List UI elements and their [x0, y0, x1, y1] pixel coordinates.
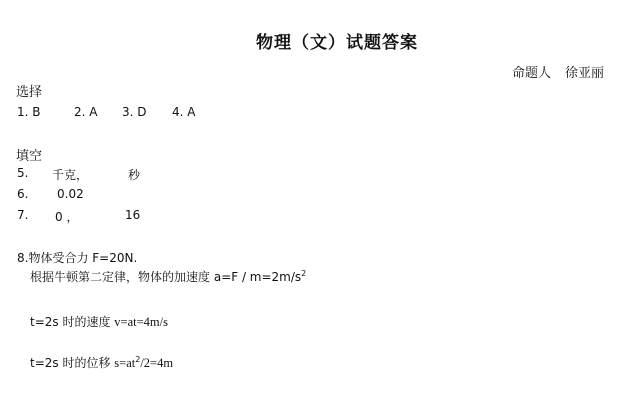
- q8-acceleration-text: 根据牛顿第二定律，物体的加速度 a=F / m=2m/s: [30, 270, 302, 284]
- q8-displacement-label: t=2s 时的位移: [30, 356, 115, 370]
- q7-answer-a: 0 ，: [55, 210, 79, 224]
- q8-velocity-formula: v=at=4m/s: [114, 315, 168, 329]
- q7-answer-b: 16: [125, 208, 141, 222]
- q8-displacement-line: [30, 354, 173, 371]
- exponent: 2: [301, 269, 307, 278]
- choice-answer-1: 1. B: [17, 105, 41, 119]
- q6-number: 6.: [17, 187, 29, 201]
- choice-answer-2: 2. A: [74, 105, 98, 119]
- choice-answer-3: 3. D: [122, 105, 147, 119]
- q8-velocity-line: [30, 313, 168, 330]
- author-name: 徐亚丽: [564, 66, 604, 81]
- q8-intro: 8.物体受合力 F=20N.: [17, 251, 138, 265]
- q8-velocity-label: t=2s 时的速度: [30, 315, 115, 329]
- author-line: [512, 62, 604, 81]
- q8-acceleration-line: [30, 268, 306, 285]
- author-label: 命题人: [511, 66, 551, 81]
- q5-answer-a: 千克，: [52, 168, 89, 182]
- q8-displacement-formula-part2: /2=4m: [140, 356, 174, 370]
- q7-number: 7.: [17, 208, 29, 222]
- q5-number: 5.: [17, 166, 29, 180]
- choice-heading: 选择: [16, 85, 43, 100]
- fill-heading: 填空: [16, 149, 43, 164]
- exponent: 2: [135, 355, 141, 364]
- q8-displacement-formula-part1: s=at: [114, 356, 136, 370]
- choice-answer-4: 4. A: [172, 105, 196, 119]
- q6-answer: 0.02: [57, 187, 84, 201]
- q5-answer-b: 秒: [128, 168, 141, 182]
